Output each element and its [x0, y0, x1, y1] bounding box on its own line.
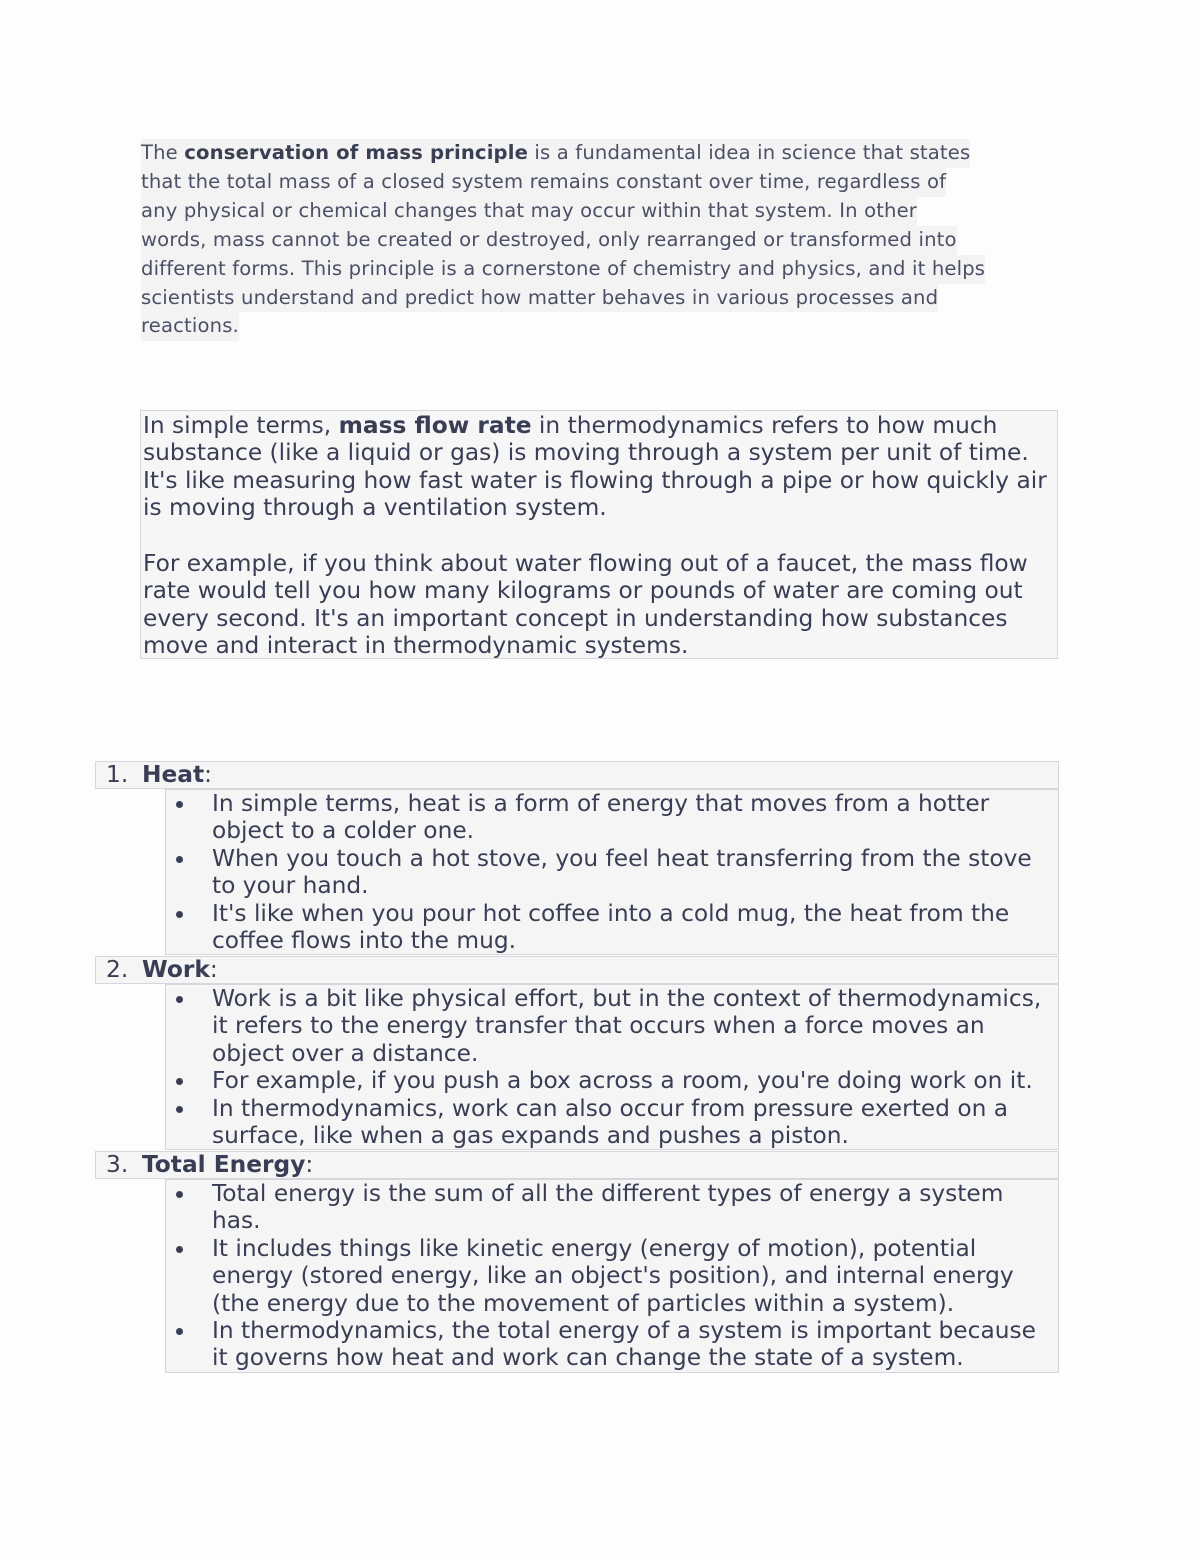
- bullet-icon: [176, 1246, 183, 1253]
- list-item-title: Work: [142, 956, 210, 983]
- work-bullet-list: [165, 984, 1059, 1150]
- list-item-total-energy: 3. Total Energy:: [95, 1151, 1059, 1179]
- paragraph-line: The conservation of mass principle is a fundamental idea in science that states: [141, 139, 970, 168]
- paragraph-line: reactions.: [141, 312, 239, 341]
- list-number: 3.: [106, 1151, 129, 1178]
- list-item: It includes things like kinetic energy (energy of motion), potential energy (stored energy, like an object's position), and internal energy (the energy due to the movement of particles within a system).: [166, 1235, 1058, 1317]
- list-item: In simple terms, heat is a form of energy that moves from a hotter object to a colder one.: [166, 790, 1058, 845]
- mass-flow-example-paragraph: For example, if you think about water flowing out of a faucet, the mass flow rate would tell you how many kilograms or pounds of water are coming out every second. It's an important concept in understanding how substances move and interact in thermodynamic systems.: [143, 550, 1028, 660]
- list-number: 1.: [106, 761, 129, 788]
- list-item-work: 2. Work:: [95, 956, 1059, 984]
- heat-bullet-list: [165, 789, 1059, 955]
- mass-flow-definition-paragraph: In simple terms, mass flow rate in thermodynamics refers to how much substance (like a liquid or gas) is moving through a system per unit of time. It's like measuring how fast water is flowing through a pipe or how quickly air is moving through a ventilation system.: [143, 412, 1047, 522]
- bullet-icon: [176, 1191, 183, 1198]
- list-item-heat: 1. Heat:: [95, 761, 1059, 789]
- paragraph-line: scientists understand and predict how matter behaves in various processes and: [141, 284, 938, 313]
- list-number: 2.: [106, 956, 129, 983]
- list-item: In thermodynamics, the total energy of a system is important because it governs how heat and work can change the state of a system.: [166, 1317, 1058, 1372]
- paragraph-line: words, mass cannot be created or destroyed, only rearranged or transformed into: [141, 226, 957, 255]
- conservation-of-mass-paragraph: [141, 139, 1081, 341]
- list-item: In thermodynamics, work can also occur from pressure exerted on a surface, like when a gas expands and pushes a piston.: [166, 1095, 1058, 1150]
- bullet-icon: [176, 1106, 183, 1113]
- list-item: When you touch a hot stove, you feel heat transferring from the stove to your hand.: [166, 845, 1058, 900]
- key-term: conservation of mass principle: [184, 141, 529, 164]
- list-item: Total energy is the sum of all the different types of energy a system has.: [166, 1180, 1058, 1235]
- mass-flow-rate-box: [140, 410, 1058, 659]
- bullet-icon: [176, 996, 183, 1003]
- bullet-icon: [176, 856, 183, 863]
- paragraph-line: any physical or chemical changes that may occur within that system. In other: [141, 197, 917, 226]
- paragraph-line: that the total mass of a closed system remains constant over time, regardless of: [141, 168, 946, 197]
- list-item: It's like when you pour hot coffee into a cold mug, the heat from the coffee flows into the mug.: [166, 900, 1058, 955]
- bullet-icon: [176, 911, 183, 918]
- list-item-title: Heat: [142, 761, 205, 788]
- list-item: Work is a bit like physical effort, but in the context of thermodynamics, it refers to the energy transfer that occurs when a force moves an object over a distance.: [166, 985, 1058, 1067]
- bullet-icon: [176, 801, 183, 808]
- list-item: For example, if you push a box across a room, you're doing work on it.: [166, 1067, 1058, 1094]
- paragraph-line: different forms. This principle is a cornerstone of chemistry and physics, and it helps: [141, 255, 985, 284]
- total-energy-bullet-list: [165, 1179, 1059, 1373]
- list-item-title: Total Energy: [142, 1151, 306, 1178]
- key-term: mass flow rate: [338, 412, 532, 439]
- bullet-icon: [176, 1078, 183, 1085]
- bullet-icon: [176, 1328, 183, 1335]
